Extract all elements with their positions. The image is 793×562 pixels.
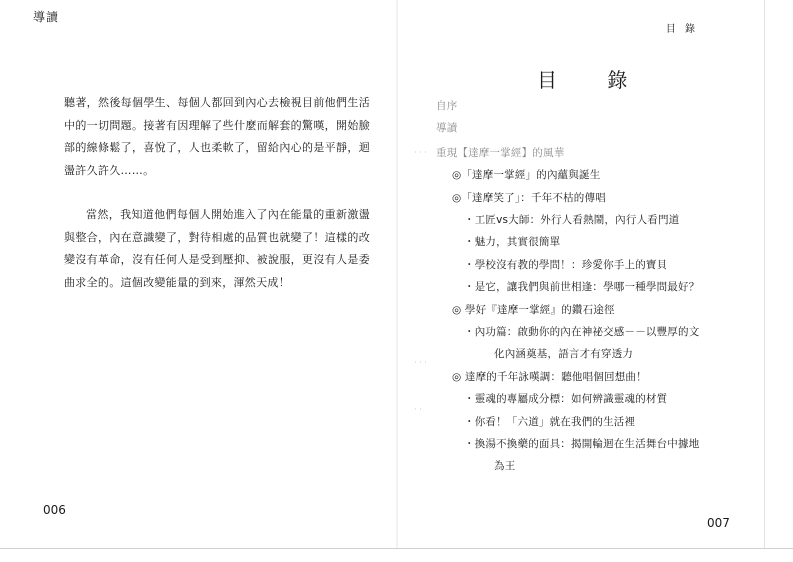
toc-entry: ・工匠vs大師：外行人看熱鬧，內行人看門道 xyxy=(464,214,680,226)
toc-title: 目 錄 xyxy=(537,68,650,92)
running-head-left: 導讀 xyxy=(33,10,60,24)
toc-entry: ◎「達摩笑了」：千年不枯的傳唱 xyxy=(452,191,606,204)
page-number-right: 007 xyxy=(707,516,730,530)
scan-edge xyxy=(764,0,765,548)
toc-entry: ・魅力，其實很簡單 xyxy=(464,236,561,249)
toc-entry: 化內涵奠基，語言才有穿透力 xyxy=(494,348,634,361)
toc-entry: ・換湯不換藥的面具：揭開輪迴在生活舞台中據地 xyxy=(464,438,700,450)
page-number-left: 006 xyxy=(43,503,66,517)
scan-bottom-edge xyxy=(0,548,793,549)
toc-entry: ・學校沒有教的學問！：珍愛你手上的寶貝 xyxy=(464,258,668,271)
right-page xyxy=(398,0,793,562)
toc-entry: 自序 xyxy=(436,100,458,112)
paragraph-2: 當然，我知道他們每個人開始進入了內在能量的重新激盪與整合，內在意識變了，對待相處的品質也就變了！這樣的改變沒有革命，沒有任何人是受到壓抑、被說服，更沒有人是委曲求全的。這個改變能量的到來，渾然天成！ xyxy=(64,208,370,289)
margin-mark: · · xyxy=(414,405,422,414)
toc-entry: ・靈魂的專屬成分標：如何辨識靈魂的材質 xyxy=(464,393,668,406)
toc-entry: 重現【達摩一掌經】的風華 xyxy=(436,146,565,159)
running-head-right: 目 錄 xyxy=(665,24,698,35)
margin-mark: · · · xyxy=(414,148,427,157)
margin-mark: · · · xyxy=(414,358,427,367)
toc-entry: ◎ 達摩的千年詠嘆調：聽他唱個回想曲！ xyxy=(452,370,647,383)
toc-entry: ◎ 學好『達摩一掌經』的鑽石途徑 xyxy=(452,303,615,316)
body-text xyxy=(64,92,370,294)
toc-entry: ・內功篇：啟動你的內在神祕交感－－以豐厚的文 xyxy=(464,326,700,338)
toc-entry: ◎「達摩一掌經」的內蘊與誕生 xyxy=(452,169,601,182)
toc-entry: ・是它，讓我們與前世相逢：學哪一種學問最好？ xyxy=(464,281,700,294)
toc-entry: ・你看！「六道」就在我們的生活裡 xyxy=(464,415,636,428)
toc-entry: 為王 xyxy=(494,460,516,473)
paragraph-1: 聽著，然後每個學生、每個人都回到內心去檢視目前他們生活中的一切問題。接著有因理解了些什麼而解套的驚嘆，開始臉部的線條鬆了，喜悅了，人也柔軟了，留給內心的是平靜，迴盪許久許久……。 xyxy=(64,96,370,177)
toc-entry: 導讀 xyxy=(436,122,458,135)
